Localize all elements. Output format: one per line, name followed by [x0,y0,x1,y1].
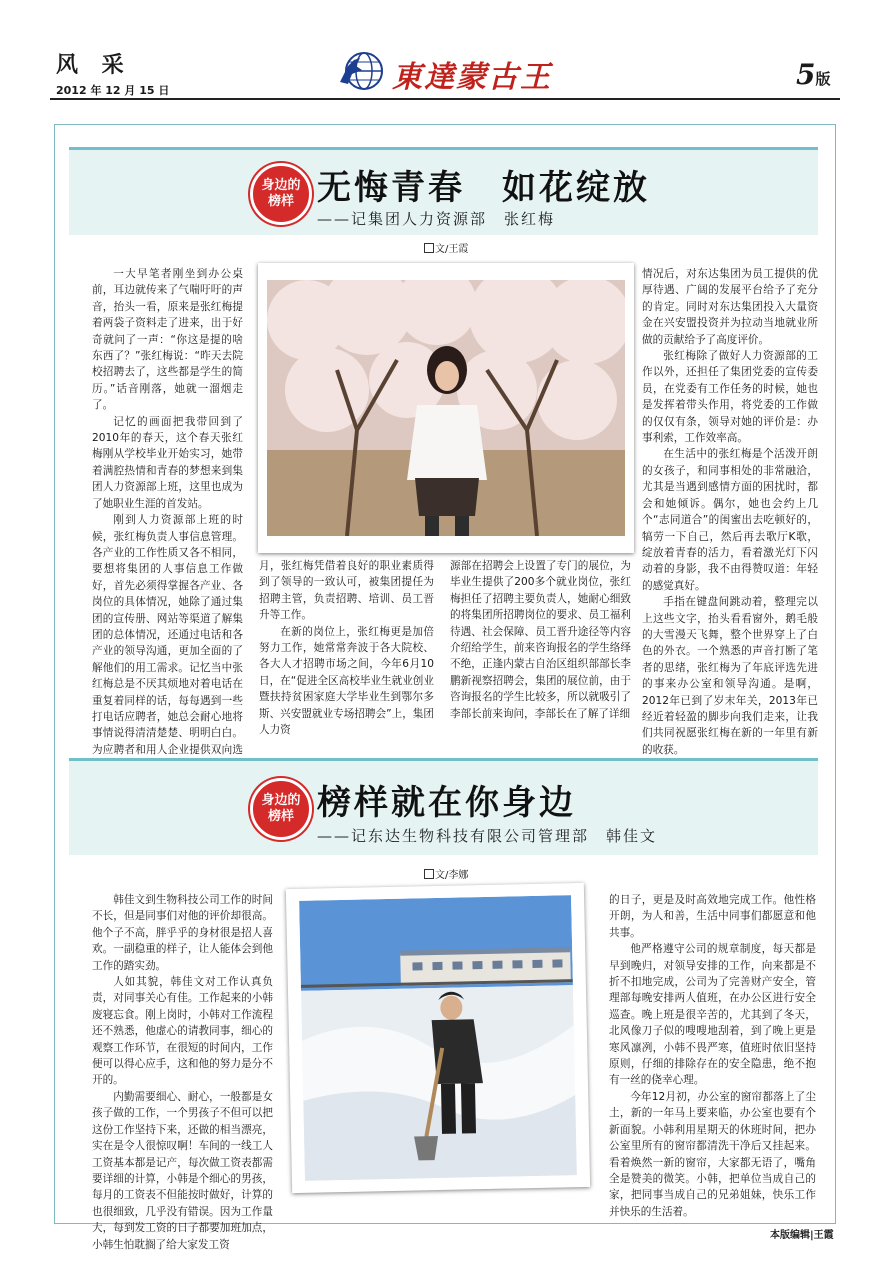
article1-column-4 [642,266,818,756]
paragraph: 韩佳文到生物科技公司工作的时间不长，但是同事们对他的评价却很高。他个子不高，胖乎乎的身材很是招人喜欢。一副稳重的样子，让人能体会到他工作的踏实劲。 [92,894,273,972]
article2-subtitle: ——记东达生物科技有限公司管理部 韩佳文 [317,827,658,845]
article2-column-2 [609,892,816,1218]
paragraph: 在新的岗位上，张红梅更是加倍努力工作，她常常奔波于各大院校、各大人才招聘市场之间，今年6月10日，在“促进全区高校毕业生就业创业暨扶持贫困家庭大学毕业生到鄂尔多斯、兴安盟就业专场招聘会”上，集团人力资 [259,625,434,737]
article1-byline-author: 王霞 [448,244,469,255]
paragraph: 内勤需要细心、耐心，一般都是女孩子做的工作，一个男孩子不但可以把这份工作坚持下来，还做的相当漂亮，实在是令人很惊叹啊！车间的一线工人工资基本都是记产，每次做工资表都需要详细的计算，小韩是个细心的男孩，每月的工资表不但能按时做好，计算的也很细致，几乎没有错误。因为工作量大，每到发工资的日子都要加班加点，小韩生怕耽搁了给大家发工资 [92,1090,273,1251]
article1-byline-label: 文/ [435,244,449,255]
paragraph: 源部在招聘会上设置了专门的展位，为毕业生提供了200多个就业岗位，张红梅担任了招聘主要负责人，她耐心细致的将集团所招聘岗位的要求、员工福利待遇、社会保障、员工晋升途径等内容介绍给学生，前来咨询报名的学生络绎不绝，正逢内蒙古自治区组织部部长李鹏新视察招聘会，集团的展位前，由于咨询报名的学生比较多，所以就吸引了李部长前来询问，李部长在了解了详细 [450,560,631,720]
page-editor: 本版编辑|王霞 [770,1230,834,1241]
page-number-value: 5 [796,58,816,91]
paragraph: 情况后，对东达集团为员工提供的优厚待遇、广阔的发展平台给予了充分的肯定。同时对东达集团投入大量资金在兴安盟投资并为拉动当地就业所做的贡献给予了高度评价。 [642,268,818,346]
paragraph: 一大早笔者刚坐到办公桌前，耳边就传来了气喘吁吁的声音，抬头一看，原来是张红梅提着两袋子资料走了进来，出于好奇就问了一声：“你这是提的啥东西了？”张红梅说：“昨天去院校招聘去了，这些都是学生的简历。”话音刚落，她就一溜烟走了。 [92,268,243,412]
article1-photo [258,263,634,553]
paragraph: 的日子，更是及时高效地完成工作。他性格开朗，为人和善，生活中同事们都愿意和他共事。 [609,894,816,939]
paragraph: 今年12月初，办公室的窗帘都落上了尘土，新的一年马上要来临，办公室也要有个新面貌。小韩利用星期天的休班时间，把办公室里所有的窗帘都清洗干净后又挂起来。看着焕然一新的窗帘，大家都无语了，嘴角全是赞美的微笑。小韩，把单位当成自己的家，把同事当成自己的兄弟姐妹，快乐工作并快乐的生活着。 [609,1090,816,1218]
article2-badge-line1: 身边的 [261,793,301,808]
article2-title-band [69,758,818,855]
section-header [56,54,169,98]
article1-subtitle: ——记集团人力资源部 张红梅 [317,210,556,228]
byline-box-icon [424,869,434,879]
section-name: 风 采 [56,53,132,78]
paragraph: 在生活中的张红梅是个活泼开朗的女孩子，和同事相处的非常融洽，尤其是当遇到感情方面的困扰时，都会和她倾诉。偶尔，她也会约上几个“志同道合”的闺蜜出去吃顿好的，犒劳一下自己，然后再去歌厅K歌，绽放着青春的活力，看着激光灯下闪动着的身影，我不由得赞叹道：年轻的感觉真好。 [642,448,818,592]
paragraph: 张红梅除了做好人力资源部的工作以外，还担任了集团党委的宣传委员，在党委有工作任务的时候，她也是发挥着带头作用，将党委的工作做的仅仅有条，领导对她的评价是：办事利索，工作效率高。 [642,350,818,445]
article1-badge-line2: 榜样 [267,194,294,209]
paragraph: 人如其貌，韩佳文对工作认真负责，对同事关心有佳。工作起来的小韩废寝忘食。刚上岗时，小韩对工作流程还不熟悉，他虚心的请教同事，细心的观察工作环节，在很短的时间内，工作便可以得心应手，这和他的努力是分不开的。 [92,976,273,1087]
paragraph: 记忆的画面把我带回到了2010年的春天，这个春天张红梅刚从学校毕业开始实习，她带着满腔热情和青春的梦想来到集团人力资源部上班，这里也成为了她职业生涯的首发站。 [92,415,243,510]
article2-byline-label: 文/ [435,870,449,881]
article1-column-3 [450,558,631,736]
page-number [796,58,831,91]
page-number-unit: 版 [815,70,831,88]
article1-title: 无悔青春 如花绽放 [317,168,650,208]
article1-column-2 [259,558,434,736]
article1-badge-line1: 身边的 [261,178,301,193]
paragraph: 手指在键盘间跳动着，整理完以上这些文字，抬头看看窗外，鹅毛般的大雪漫天飞舞，整个世界穿上了白色的外衣。一个熟悉的声音打断了笔者的思绪，张红梅为了年底评选先进的事来办公室和领导沟通。是啊，2012年已到了岁末年关，2013年已经近着轻盈的脚步向我们走来，让我们共同祝愿张红梅在新的一年里有新的收获。 [642,596,818,756]
issue-date: 2012 年 12 月 15 日 [56,84,170,97]
blossom-portrait-image [267,280,625,536]
paragraph: 刚到人力资源部上班的时候，张红梅负责人事信息管理。各产业的工作性质又各不相同，要想将集团的人事信息工作做好，首先必须得掌握各产业、各岗位的具体情况，她除了通过集团的宣传册、网站等渠道了解集团的总体情况，还通过电话和各产业的领导沟通，更加全面的了解他们的用工需求。记忆当中张红梅总是不厌其烦地对着电话在重复着同样的话，每每遇到一些打电话应聘者，她总会耐心地将事情说得清清楚楚、明明白白。为应聘者和用人企业提供双向选 [92,514,243,756]
byline-box-icon [424,243,434,253]
masthead-logo-icon [336,48,386,94]
paragraph: 月，张红梅凭借着良好的职业素质得到了领导的一致认可，被集团提任为招聘主管，负责招聘、培训、员工晋升等工作。 [259,560,434,622]
snow-shovel-image [299,895,577,1181]
editor-name: 王霞 [813,1230,834,1241]
masthead [336,48,556,96]
article1-byline [424,240,468,255]
article2-byline-author: 李娜 [448,870,469,881]
header-rule [50,98,840,100]
article2-badge-line2: 榜样 [267,809,294,824]
article2-badge [250,778,312,840]
article1-column-1 [92,266,243,756]
article2-byline [424,866,468,881]
article2-column-1 [92,892,273,1251]
article2-title: 榜样就在你身边 [317,783,576,823]
editor-label: 本版编辑 [770,1230,810,1241]
article2-photo [286,883,590,1193]
paragraph: 他严格遵守公司的规章制度，每天都是早到晚归，对领导安排的工作，向来都是不折不扣地完成，公司为了完善财产安全，管理部每晚安排两人值班，在办公区进行安全巡查。晚上班是很辛苦的，尤其到了冬天，北风像刀子似的嗖嗖地刮着，到了晚上更是寒风凛冽，小韩不畏严寒，值班时依旧坚持原则，仔细的排除存在的安全隐患，绝不抱有一丝的侥幸心理。 [609,943,816,1087]
article1-badge [250,163,312,225]
masthead-title: 東達蒙古王 [392,60,552,95]
article1-title-band [69,147,818,235]
